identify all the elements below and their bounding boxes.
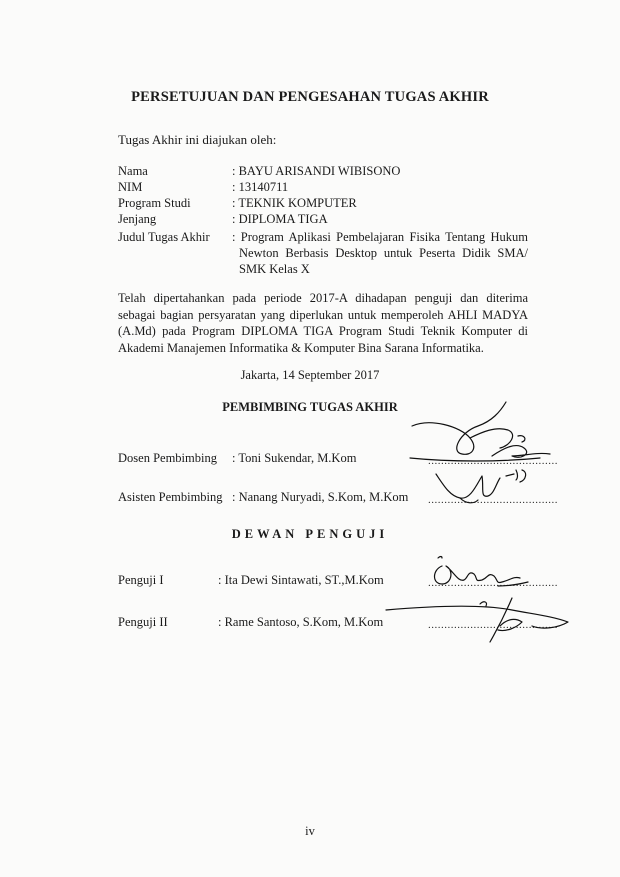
- signature-stroke: [410, 458, 540, 461]
- signature-stroke: [480, 602, 487, 606]
- signature-line-penguji-2: ........................................: [428, 619, 558, 631]
- dosen-pembimbing-label: Dosen Pembimbing: [118, 451, 217, 465]
- signature-stroke: [435, 566, 521, 584]
- field-value-nim: : 13140711: [232, 180, 289, 194]
- asisten-pembimbing-name: : Nanang Nuryadi, S.Kom, M.Kom: [232, 490, 409, 504]
- signature-stroke: [470, 429, 513, 448]
- penguji-2-name: : Rame Santoso, S.Kom, M.Kom: [218, 615, 384, 629]
- signature-penguji-2: [382, 588, 572, 648]
- signature-stroke: [438, 557, 442, 559]
- field-label-nama: Nama: [118, 164, 148, 178]
- penguji-heading: DEWAN PENGUJI: [231, 527, 389, 541]
- approval-paragraph: Telah dipertahankan pada periode 2017-A dihadapan penguji dan diterima sebagai bagian persyaratan yang diperlukan untuk memperoleh AHLI MADYA (A.Md) pada Program DIPLOMA TIGA Program Studi Teknik Komputer di Akademi Manajemen Informatika & Komputer Bina Sarana Informatika.: [118, 291, 528, 355]
- signature-stroke: [506, 470, 526, 482]
- page-number: iv: [305, 824, 315, 838]
- penguji-1-label: Penguji I: [118, 573, 164, 587]
- signature-line-asisten: ........................................: [428, 494, 558, 506]
- field-label-judul: Judul Tugas Akhir: [118, 230, 210, 244]
- signature-stroke: [436, 474, 500, 498]
- field-value-judul-line2: Newton Berbasis Desktop untuk Peserta Didik SMA/: [239, 246, 528, 260]
- asisten-pembimbing-label: Asisten Pembimbing: [118, 490, 223, 504]
- date-line: Jakarta, 14 September 2017: [240, 368, 380, 382]
- dosen-pembimbing-name: : Toni Sukendar, M.Kom: [232, 451, 357, 465]
- intro-text: Tugas Akhir ini diajukan oleh:: [118, 132, 277, 147]
- penguji-2-label: Penguji II: [118, 615, 168, 629]
- signature-stroke: [518, 436, 525, 442]
- field-value-jenjang: : DIPLOMA TIGA: [232, 212, 328, 226]
- page-title: PERSETUJUAN DAN PENGESAHAN TUGAS AKHIR: [131, 89, 489, 105]
- field-value-judul: : Program Aplikasi Pembelajaran Fisika Tentang Hukum: [232, 230, 528, 244]
- field-label-nim: NIM: [118, 180, 143, 194]
- signature-line-dosen: ........................................: [428, 455, 558, 467]
- field-value-judul-line3: SMK Kelas X: [239, 262, 310, 276]
- field-label-program-studi: Program Studi: [118, 196, 191, 210]
- signature-asisten-pembimbing: [430, 464, 540, 514]
- signature-line-penguji-1: ........................................: [428, 577, 558, 589]
- penguji-1-name: : Ita Dewi Sintawati, ST.,M.Kom: [218, 573, 384, 587]
- field-value-program-studi: : TEKNIK KOMPUTER: [232, 196, 357, 210]
- field-value-nama: : BAYU ARISANDI WIBISONO: [232, 164, 401, 178]
- pembimbing-heading: PEMBIMBING TUGAS AKHIR: [222, 400, 398, 414]
- field-label-jenjang: Jenjang: [118, 212, 157, 226]
- signature-stroke: [386, 606, 568, 628]
- signature-stroke: [412, 402, 506, 454]
- signature-stroke: [498, 582, 528, 586]
